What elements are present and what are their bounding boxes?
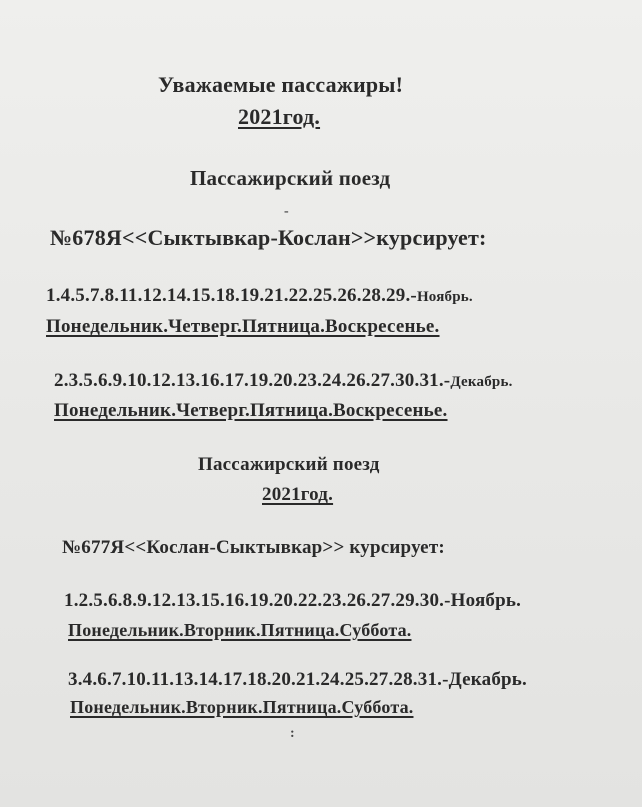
train-1-december-date-list: 2.3.5.6.9.10.12.13.16.17.19.20.23.24.26.27.30.31.- — [54, 370, 451, 391]
train-1-december-dates — [54, 370, 513, 392]
train-2-december-dates: 3.4.6.7.10.11.13.14.17.18.20.21.24.25.27.28.31.-Декабрь. — [68, 669, 527, 690]
train-1-november-date-list: 1.4.5.7.8.11.12.14.15.18.19.21.22.25.26.28.29.- — [46, 285, 417, 306]
train-2-december-days: Понедельник.Вторник.Пятница.Суббота. — [70, 697, 414, 717]
train-1-december-label: Декабрь. — [450, 374, 513, 390]
stray-mark: - — [284, 204, 289, 219]
train-1-route: №678Я<<Сыктывкар-Кослан>>курсирует: — [50, 225, 487, 250]
train-2-year: 2021год. — [262, 484, 334, 505]
train-2-route: №677Я<<Кослан-Сыктывкар>> курсирует: — [62, 537, 445, 558]
train-2-november-dates: 1.2.5.6.8.9.12.13.15.16.19.20.22.23.26.27.29.30.-Ноябрь. — [64, 590, 522, 611]
stray-mark: : — [290, 726, 295, 741]
train-1-november-days: Понедельник.Четверг.Пятница.Воскресенье. — [46, 316, 440, 337]
train-1-november-dates — [46, 285, 473, 307]
train-1-title: Пассажирский поезд — [190, 166, 391, 190]
train-1-december-days: Понедельник.Четверг.Пятница.Воскресенье. — [54, 400, 448, 421]
year-heading: 2021год. — [238, 104, 321, 129]
train-1-november-label: Ноябрь. — [416, 289, 473, 305]
greeting-heading: Уважаемые пассажиры! — [158, 72, 404, 97]
train-2-november-days: Понедельник.Вторник.Пятница.Суббота. — [68, 620, 412, 640]
train-2-title: Пассажирский поезд — [198, 454, 380, 475]
